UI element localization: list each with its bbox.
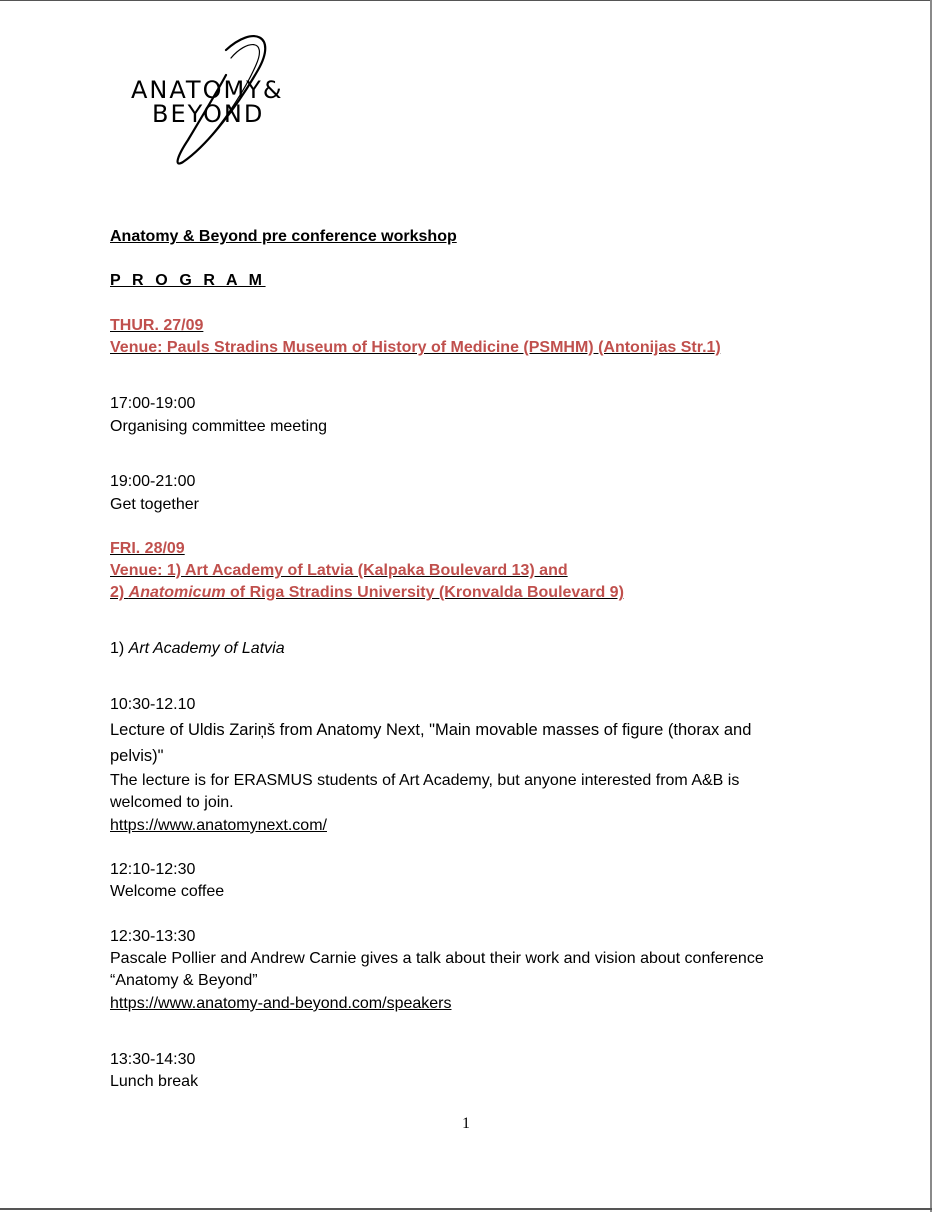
event-desc: “Anatomy & Beyond” — [110, 972, 258, 989]
event-desc: Organising committee meeting — [110, 418, 327, 435]
event-desc: Lecture of Uldis Zariņš from Anatomy Next, "Main movable masses of figure (thorax and — [110, 721, 752, 739]
page-border-bottom — [0, 1208, 932, 1210]
event-desc: pelvis)" — [110, 747, 164, 765]
day1-venue: Venue: Pauls Stradins Museum of History of Medicine (PSMHM) (Antonijas Str.1) — [110, 339, 721, 356]
event-time: 12:10-12:30 — [110, 861, 196, 878]
program-heading: P R O G R A M — [110, 272, 266, 289]
event-time: 13:30-14:30 — [110, 1051, 196, 1068]
event-time: 17:00-19:00 — [110, 395, 196, 412]
event-desc: Get together — [110, 496, 199, 513]
page-number: 1 — [462, 1115, 470, 1132]
day1-date: THUR. 27/09 — [110, 317, 204, 334]
speakers-link[interactable]: https://www.anatomy-and-beyond.com/speakers — [110, 995, 452, 1012]
event-time: 12:30-13:30 — [110, 928, 196, 945]
event-time: 10:30-12.10 — [110, 696, 196, 713]
event-time: 19:00-21:00 — [110, 473, 196, 490]
anatomynext-link[interactable]: https://www.anatomynext.com/ — [110, 817, 327, 834]
day2-date: FRI. 28/09 — [110, 540, 185, 557]
event-desc: Welcome coffee — [110, 883, 225, 900]
logo-line2: BEYOND — [152, 100, 265, 128]
section-heading: 1) Art Academy of Latvia — [110, 640, 285, 657]
logo-line1: ANATOMY& — [131, 76, 284, 104]
anatomy-beyond-logo — [128, 30, 328, 168]
document-title: Anatomy & Beyond pre conference workshop — [110, 228, 457, 245]
event-desc: Pascale Pollier and Andrew Carnie gives a talk about their work and vision about conference — [110, 950, 764, 967]
event-desc: The lecture is for ERASMUS students of Art Academy, but anyone interested from A&B is — [110, 772, 740, 789]
day2-venue-line2: 2) Anatomicum of Riga Stradins University (Kronvalda Boulevard 9) — [110, 584, 624, 601]
day2-venue-line1: Venue: 1) Art Academy of Latvia (Kalpaka Boulevard 13) and — [110, 562, 568, 579]
event-desc: welcomed to join. — [110, 794, 234, 811]
page-border-top — [0, 0, 932, 1]
event-desc: Lunch break — [110, 1073, 199, 1090]
